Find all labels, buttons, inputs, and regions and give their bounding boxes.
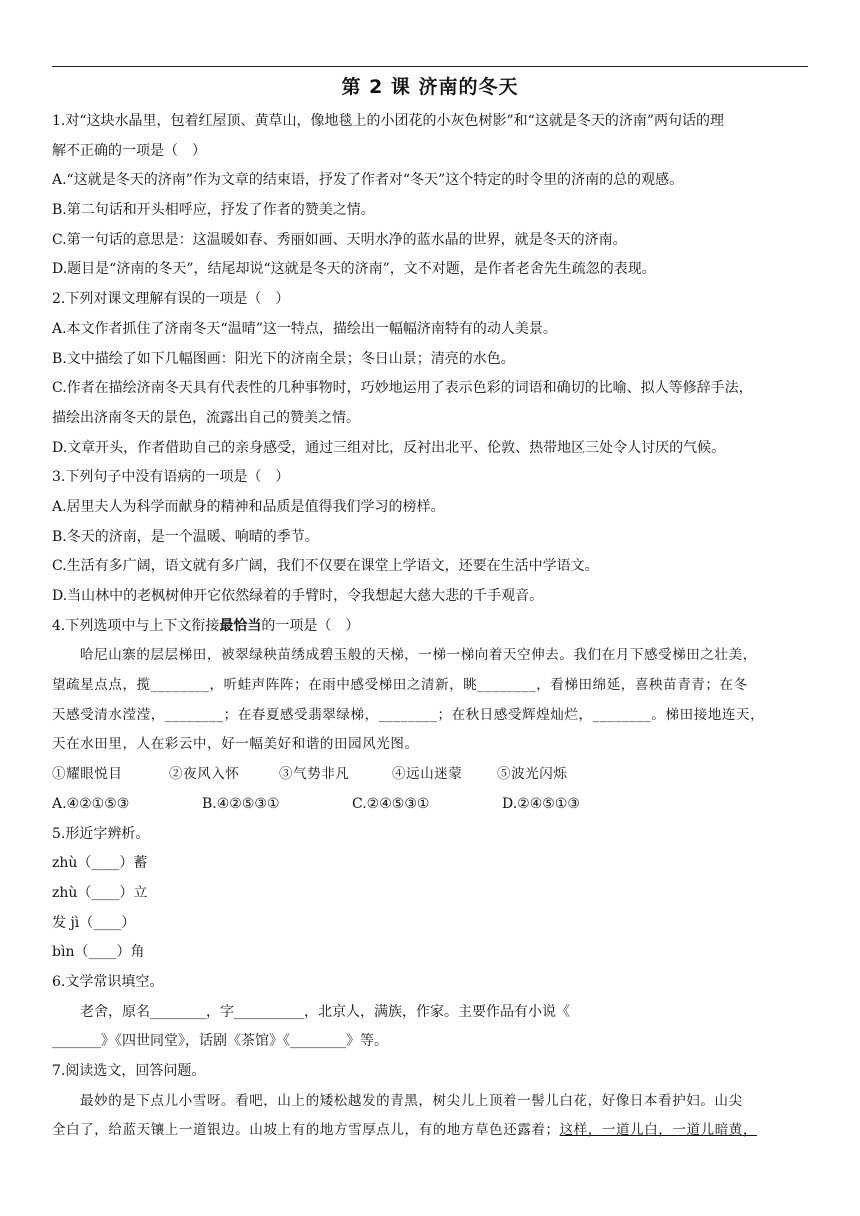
- q5-row2-blank: （____）: [77, 884, 134, 901]
- q6-line1: 老舍，原名________，字__________，北京人，满族，作家。主要作品有小说《: [80, 1003, 570, 1020]
- q2-option-a: A.本文作者抓住了济南冬天“温晴”这一特点，描绘出一幅幅济南特有的动人美景。: [52, 320, 557, 337]
- q3-option-d: D.当山林中的老枫树伸开它依然绿着的手臂时，令我想起大慈大悲的千手观音。: [52, 588, 544, 604]
- q3-option-a: A.居里夫人为科学而献身的精神和品质是值得我们学习的榜样。: [52, 498, 445, 515]
- q2-option-d: D.文章开头，作者借助自己的亲身感受，通过三组对比，反衬出北平、伦敦、热带地区三处令人讨厌的气候。: [52, 439, 726, 456]
- q2-stem: 2.下列对课文理解有误的一项是（ ）: [52, 291, 290, 308]
- q1-stem-line2: 解不正确的一项是（ ）: [52, 142, 206, 159]
- q2-option-c-line1: C.作者在描绘济南冬天具有代表性的几种事物时，巧妙地运用了表示色彩的词语和确切的比喻、拟人等修辞手法，: [52, 380, 753, 397]
- q5-row2-char: 立: [133, 884, 148, 901]
- q6-line2: _______》《四世同堂》，话剧《茶馆》《________》等。: [52, 1033, 388, 1050]
- q5-row4-blank: （____）: [74, 944, 131, 961]
- q4-passage-line4: 天在水田里，人在彩云中，好一幅美好和谐的田园风光图。: [52, 736, 419, 753]
- q5-row1-blank: （____）: [77, 855, 134, 872]
- q4-choice-d: D.②④⑤①③: [502, 795, 580, 812]
- q5-row4-char: 角: [130, 944, 145, 961]
- q1-option-d: D.题目是“济南的冬天”，结尾却说“这就是冬天的济南”，文不对题，是作者老舍先生疏忽的表现。: [52, 261, 656, 278]
- q5-row-4: [52, 938, 808, 968]
- q5-row1-char: 蓄: [133, 855, 148, 872]
- q5-row3-blank: （____）: [79, 914, 136, 931]
- q6-stem: 6.文学常识填空。: [52, 973, 164, 990]
- q4-passage-line1: 哈尼山寨的层层梯田，被翠绿秧苗绣成碧玉般的天梯，一梯一梯向着天空伸去。我们在月下感受梯田之壮美，: [80, 647, 757, 664]
- q1-option-a: A.“这就是冬天的济南”作为文章的结束语，抒发了作者对“冬天”这个特定的时令里的济南的总的观感。: [52, 172, 684, 189]
- q4-choice-a: A.④②①⑤③: [52, 795, 130, 812]
- q3-option-c: C.生活有多广阔，语文就有多广阔，我们不仅要在课堂上学语文，还要在生活中学语文。: [52, 558, 599, 575]
- q2-option-c-line2: 描绘出济南冬天的景色，流露出自己的赞美之情。: [52, 409, 360, 426]
- q7-passage-line2-text: 全白了，给蓝天镶上一道银边。山坡上有的地方雪厚点儿，有的地方草色还露着；: [52, 1122, 560, 1139]
- header-rule: [52, 66, 808, 67]
- q4-choices: [52, 790, 808, 820]
- q7-underlined-sentence: 这样，一道儿白，一道儿暗黄，: [559, 1122, 758, 1139]
- q4-phrase-2: ②夜风入怀: [169, 766, 240, 783]
- q2-option-b: B.文中描绘了如下几幅图画：阳光下的济南全景；冬日山景；清亮的水色。: [52, 350, 515, 367]
- q5-row3-pre: 发 jì: [52, 914, 80, 931]
- q4-choice-c: C.②④⑤③①: [352, 795, 430, 812]
- page-title: 第 2 课 济南的冬天: [341, 76, 519, 98]
- exercise-content: [52, 107, 808, 1146]
- q5-row-2: [52, 879, 808, 909]
- q1-stem-line1: 1.对“这块水晶里，包着红屋顶、黄草山，像地毯上的小团花的小灰色树影”和“这就是冬天的济南”两句话的理: [52, 113, 724, 129]
- q7-stem: 7.阅读选文，回答问题。: [52, 1063, 206, 1079]
- q4-phrase-4: ④远山迷蒙: [392, 766, 463, 783]
- q3-option-b: B.冬天的济南，是一个温暖、响晴的季节。: [52, 528, 319, 545]
- q5-row-3: [52, 909, 808, 939]
- q5-row4-pinyin: bìn: [52, 944, 75, 961]
- q4-stem-pre: 4.下列选项中与上下文衔接: [52, 617, 220, 634]
- q1-option-c: C.第一句话的意思是：这温暖如春、秀丽如画、天明水净的蓝水晶的世界，就是冬天的济南。: [52, 231, 627, 248]
- q4-phrase-1: ①耀眼悦目: [52, 766, 123, 783]
- q4-phrase-3: ③气势非凡: [279, 766, 350, 783]
- q4-stem-emphasis: 最恰当: [219, 617, 262, 634]
- q3-stem: 3.下列句子中没有语病的一项是（ ）: [52, 469, 290, 486]
- q4-phrase-list: [52, 760, 808, 790]
- q5-stem: 5.形近字辨析。: [52, 825, 150, 842]
- q4-choice-b: B.④②⑤③①: [202, 795, 280, 812]
- q4-passage-line3: 天感受清水滢滢，________；在春夏感受翡翠绿梯，________；在秋日感受辉煌灿烂，________。梯田接地连天，: [52, 706, 765, 723]
- q5-row2-pinyin: zhù: [52, 884, 78, 901]
- q4-stem-post: 的一项是（ ）: [261, 617, 360, 634]
- q7-passage-line2: [52, 1116, 808, 1146]
- q1-option-b: B.第二句话和开头相呼应，抒发了作者的赞美之情。: [52, 202, 375, 219]
- q4-stem: [52, 612, 808, 642]
- q4-passage-line2: 望疏星点点，揽________，听蛙声阵阵；在雨中感受梯田之清新，眺________，看梯田绵延，喜秧苗青青；在冬: [52, 677, 748, 694]
- q5-row1-pinyin: zhù: [52, 855, 78, 872]
- q7-passage-line1: 最妙的是下点儿小雪呀。看吧，山上的矮松越发的青黑，树尖儿上顶着一髻儿白花，好像日本看护妇。山尖: [80, 1092, 743, 1109]
- q5-row-1: [52, 849, 808, 879]
- q4-phrase-5: ⑤波光闪烁: [497, 766, 568, 783]
